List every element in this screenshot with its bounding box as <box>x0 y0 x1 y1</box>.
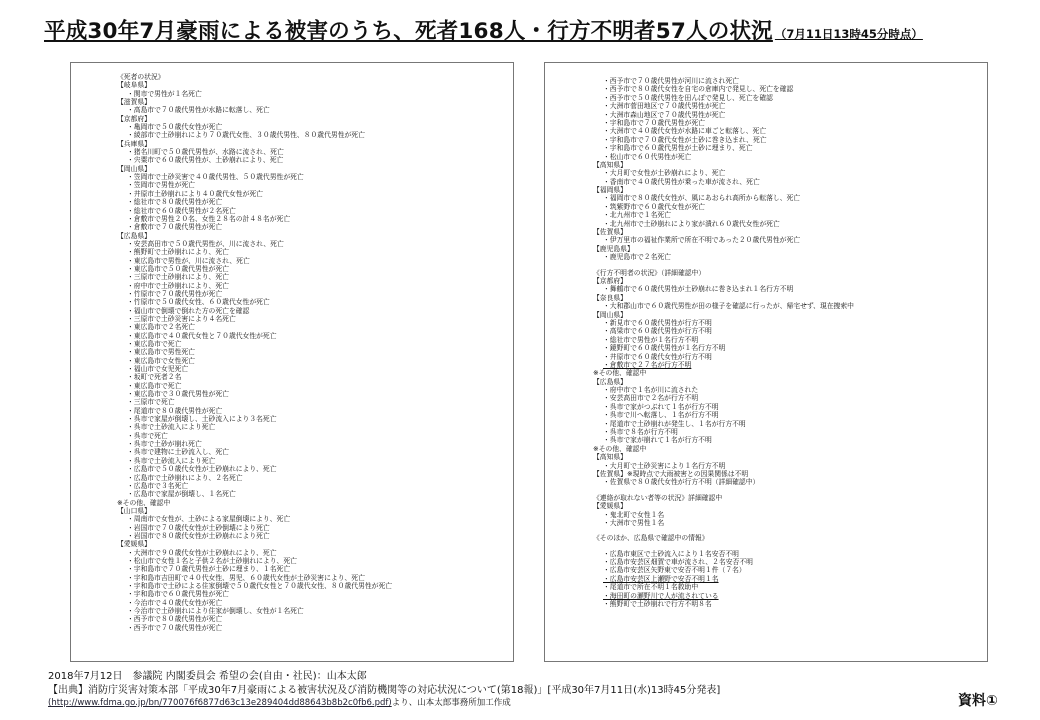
note-line: ※その他、確認中 <box>117 498 171 507</box>
missing-panel <box>544 62 988 662</box>
list-item: ・東広島市で４０歳代女性と７０歳代女性が死亡 <box>127 331 277 340</box>
prefecture-heading-text: 【京都府】 <box>593 277 633 285</box>
spacer <box>593 527 983 534</box>
prefecture-heading-text: 【兵庫県】 <box>117 140 157 148</box>
prefecture-heading-text: 【愛媛県】 <box>117 540 157 548</box>
list-item: ・高島市で７０歳代男性が水路に転落し、死亡 <box>127 106 270 115</box>
list-item: ・大洲市で９０歳代女性が土砂崩れにより、死亡 <box>127 548 277 557</box>
list-item: ・西予市で５０歳代男性を田んぼで発見し、死亡を確認 <box>603 93 773 102</box>
prefecture-heading <box>117 140 507 148</box>
prefecture-heading-text: 【広島県】 <box>593 378 633 386</box>
list-item: ・宇和島市吉田町で４０代女性、男児、６０歳代女性が土砂災害により、死亡 <box>127 573 365 582</box>
list-item: ・鬼北町で女性１名 <box>603 510 665 519</box>
list-item: ・呉市で家が崩れて１名が行方不明 <box>603 436 712 445</box>
list-item: ・井原市で６０歳代女性が行方不明 <box>603 352 712 361</box>
title-main: 平成30年7月豪雨による被害のうち、死者168人・行方不明者57人の状況 <box>44 19 773 44</box>
list-item: ・尾道市で８０歳代男性が死亡 <box>127 406 223 415</box>
list-item: ・今治市で土砂崩れにより住家が倒壊し、女性が１名死亡 <box>127 607 304 615</box>
list-item: ・大洲市菅田地区で７０歳代男性が死亡 <box>603 102 726 111</box>
list-item: ・呉市で建物に土砂流入し、死亡 <box>127 448 229 457</box>
prefecture-heading <box>593 470 983 478</box>
prefecture-heading-text: 【岡山県】 <box>117 165 157 173</box>
list-item: ・呉市で８名が行方不明 <box>603 428 678 437</box>
spacer <box>593 543 983 550</box>
prefecture-heading-text: 【高知県】 <box>593 453 633 461</box>
prefecture-heading <box>117 98 507 106</box>
list-item: ・府中市で土砂崩れにより、死亡 <box>127 281 229 290</box>
prefecture-heading-text: 【奈良県】 <box>593 294 633 302</box>
missing-list <box>593 77 983 608</box>
list-item: ・熊野町で土砂崩れにより、死亡 <box>127 248 229 257</box>
list-item: ・大月町で土砂災害により１名行方不明 <box>603 461 726 470</box>
list-item: ・呉市で川へ転落し、１名が行方不明 <box>603 411 719 420</box>
list-item: ・高梁市で６０歳代男性が行方不明 <box>603 327 712 336</box>
list-item: ・伊万里市の福祉作業所で所在不明であった２０歳代男性が死亡 <box>603 236 801 245</box>
prefecture-heading-text: 【広島県】 <box>117 232 157 240</box>
list-item: ・綾部市で土砂崩れにより７０歳代女性、３０歳代男性、８０歳代男性が死亡 <box>127 131 365 140</box>
deaths-list <box>117 73 507 632</box>
list-item: ・呉市で土砂流入により死亡 <box>127 423 216 432</box>
list-item: ・三原市で土砂崩れにより、死亡 <box>127 273 229 282</box>
list-item: ・総社市で男性が１名行方不明 <box>603 335 699 344</box>
list-item: ・北九州市で１名死亡 <box>603 211 671 220</box>
list-item: ・鹿児島市で２名死亡 <box>603 253 671 262</box>
prefecture-heading <box>117 81 507 89</box>
list-item: ・筑紫野市で６０歳代女性が死亡 <box>603 202 705 211</box>
list-item: ・東広島市で死亡 <box>127 340 182 348</box>
list-item: ・香南市で４０歳代男性が乗った車が流され、死亡 <box>603 177 760 186</box>
list-item: ・宇和島市で７０歳代男性が土砂に埋まり、１名死亡 <box>127 565 291 574</box>
prefecture-heading <box>117 232 507 240</box>
list-item: ・総社市で８０歳代男性が死亡 <box>127 198 223 207</box>
list-item: ・倉敷市で７０歳代男性が死亡 <box>127 223 223 232</box>
list-item: ・大月町で女性が土砂崩れにより、死亡 <box>603 169 726 178</box>
list-item: ・広島市安芸区上瀬野で安否不明１名 <box>603 574 719 583</box>
prefecture-heading-text: 【福岡県】 <box>593 186 633 194</box>
list-item: ・広島市で土砂崩れにより、２名死亡 <box>127 473 243 482</box>
list-item: ・舞鶴市で６０歳代男性が土砂崩れに巻き込まれ１名行方不明 <box>603 285 794 294</box>
list-item: ・新見市で６０歳代男性が行方不明 <box>603 318 712 327</box>
list-item: ・広島市で５０歳代女性が土砂崩れにより、死亡 <box>127 465 277 474</box>
prefecture-heading <box>117 507 507 515</box>
list-item: ・東広島市で５０歳代男性が死亡 <box>127 264 229 273</box>
list-item: ・猪名川町で５０歳代男性が、水路に流され、死亡 <box>127 148 284 157</box>
list-item: ・三原市で死亡 <box>127 398 175 407</box>
list-item: ・西予市で７０歳代男性が死亡 <box>127 623 223 632</box>
list-item: ・笠岡市で男性が死亡 <box>127 181 195 190</box>
list-item: ・安芸高田市で２名が行方不明 <box>603 394 699 403</box>
list-item: ・福山市で女児死亡 <box>127 365 189 374</box>
list-item: ・東広島市で男性が、川に流され、死亡 <box>127 256 250 265</box>
list-item: ・東広島市で２名死亡 <box>127 323 195 332</box>
list-item: ・尾道市で所在不明１名救助中 <box>603 583 699 592</box>
note-line: ※その他、確認中 <box>593 444 647 453</box>
source-url-link[interactable]: (http://www.fdma.go.jp/bn/770076f6877d63c13e289404dd88643b8b2c0fb6.pdf) <box>48 698 392 708</box>
prefecture-heading-text: 【佐賀県】 <box>593 228 633 236</box>
title-timestamp: （7月11日13時45分時点） <box>774 27 923 41</box>
list-item: ・岩国市で８０歳代女性が土砂崩れにより死亡 <box>127 531 270 540</box>
list-item: ・西予市で７０歳代男性が河川に流され死亡 <box>603 77 739 85</box>
list-item: ・西予市で８０歳代女性を自宅の倉庫内で発見し、死亡を確認 <box>603 85 794 94</box>
list-item: ・倉敷市で２７名が行方不明 <box>603 360 692 369</box>
list-item: ・宇和島市で土砂による住家倒壊で５０歳代女性と７０歳代女性、８０歳代男性が死亡 <box>127 581 393 590</box>
list-item: ・広島市で３名死亡 <box>127 481 189 490</box>
list-item: ・宇和島市で６０歳代男性が土砂に埋まり、死亡 <box>603 144 753 153</box>
list-item: ・呉市で家がつぶれて１名が行方不明 <box>603 402 719 411</box>
prefecture-heading-text: 【高知県】 <box>593 161 633 169</box>
footer-credit: より、山本太郎事務所加工作成 <box>391 698 511 708</box>
list-item: ・広島市東区で土砂流入により１名安否不明 <box>603 549 739 558</box>
list-item: ・安芸高田市で５０歳代男性が、川に流され、死亡 <box>127 239 284 248</box>
prefecture-heading <box>593 453 983 461</box>
list-item: ・宇和島市で７０歳代女性が土砂に巻き込まれ、死亡 <box>603 135 767 144</box>
deaths-panel <box>70 62 514 662</box>
list-item: ・大和郡山市で６０歳代男性が田の様子を確認に行ったが、帰宅せず、現在捜索中 <box>603 302 854 311</box>
list-item: ・東広島市で男性死亡 <box>127 348 195 357</box>
list-item: ・佐賀県で８０歳代女性が行方不明（詳細確認中） <box>603 478 760 487</box>
list-item: ・北九州市で土砂崩れにより家が潰れ６０歳代女性が死亡 <box>603 219 780 228</box>
list-item: ・井原市土砂崩れにより４０歳代女性が死亡 <box>127 189 263 198</box>
list-item: ・宇和島市で７０歳代男性が死亡 <box>603 118 705 127</box>
list-item: ・倉敷市で男性２０名、女性２８名の計４８名が死亡 <box>127 214 291 223</box>
list-item: ・坂町で死者２名 <box>127 373 182 382</box>
list-item: ・海田町の瀬野川で人が流されている <box>603 591 719 600</box>
footer-source-line: 【出典】消防庁災害対策本部「平成30年7月豪雨による被害状況及び消防機関等の対応状況について(第18報)」[平成30年7月11日(水)13時45分発表] <box>48 685 721 696</box>
spacer <box>593 487 983 494</box>
prefecture-heading <box>593 245 983 253</box>
list-item: ・呉市で土砂が崩れ死亡 <box>127 440 202 449</box>
list-item: ・関市で男性が１名死亡 <box>127 89 202 98</box>
prefecture-heading <box>117 540 507 548</box>
prefecture-heading <box>117 165 507 173</box>
prefecture-heading <box>117 115 507 123</box>
list-item: ・松山市で６０代男性が死亡 <box>603 152 692 161</box>
list-item: ・竹原市で５０歳代女性、６０歳代女性が死亡 <box>127 298 270 307</box>
reference-label: 資料① <box>958 693 998 709</box>
list-item: ・今治市で４０歳代女性が死亡 <box>127 598 223 607</box>
list-item: ・宇和島市で６０歳代男性が死亡 <box>127 590 229 599</box>
list-item: ・西予市で８０歳代男性が死亡 <box>127 615 223 624</box>
list-item: ・広島市安芸区畑賀で車が流され、２名安否不明 <box>603 558 753 567</box>
prefecture-heading-text: 【山口県】 <box>117 507 157 515</box>
prefecture-heading <box>593 378 983 386</box>
list-item: ・宍粟市で６０歳代男性が、土砂崩れにより、死亡 <box>127 156 284 165</box>
list-item: ・福岡市で８０歳代女性が、風にあおられ高所から転落し、死亡 <box>603 194 801 203</box>
prefecture-heading-text: 【愛媛県】 <box>593 502 633 510</box>
list-item: ・東広島市で女性死亡 <box>127 356 195 365</box>
list-item: ・広島市で家屋が倒壊し、１名死亡 <box>127 490 236 499</box>
list-item: ・呉市で家屋が倒壊し、土砂流入により３名死亡 <box>127 415 277 424</box>
section-heading: 《連絡が取れない者等の状況》詳細確認中 <box>593 493 723 502</box>
list-item: ・松山市で女性１名と子供２名が土砂崩れにより、死亡 <box>127 556 297 565</box>
spacer <box>593 262 983 269</box>
list-item: ・岩国市で７０歳代女性が土砂倒壊により死亡 <box>127 523 270 532</box>
prefecture-heading <box>593 161 983 169</box>
prefecture-heading-text: 【佐賀県】※現時点で大雨被害との因果関係は不明 <box>593 470 754 478</box>
prefecture-heading-text: 【岡山県】 <box>593 311 633 319</box>
list-item: ・呉市で死亡 <box>127 431 168 440</box>
list-item: ・周南市で女性が、土砂による家屋倒壊により、死亡 <box>127 515 291 524</box>
list-item: ・鏡野町で６０歳代男性が１名行方不明 <box>603 344 726 353</box>
prefecture-heading <box>593 502 983 510</box>
list-item: ・大洲市で４０歳代女性が水路に車ごと転落し、死亡 <box>603 127 767 136</box>
section-heading: 《死者の状況》 <box>117 73 165 81</box>
prefecture-heading-text: 【鹿児島県】 <box>593 245 640 253</box>
section-heading: 《そのほか、広島県で確認中の情報》 <box>593 534 709 543</box>
list-item: ・三原市で土砂災害により４名死亡 <box>127 314 236 323</box>
list-item: ・大洲市で男性１名 <box>603 518 665 527</box>
list-item: ・総社市で６０歳代男性が２名死亡 <box>127 206 236 215</box>
list-item: ・東広島市で３０歳代男性が死亡 <box>127 390 229 399</box>
list-item: ・尾道市で土砂崩れが発生し、１名が行方不明 <box>603 419 746 428</box>
list-item: ・呉市で土砂流入により死亡 <box>127 456 216 465</box>
document-title <box>44 14 1034 48</box>
prefecture-heading <box>593 277 983 285</box>
note-line: ※その他、確認中 <box>593 369 647 378</box>
prefecture-heading-text: 【岐阜県】 <box>117 81 157 89</box>
list-item: ・広島市安芸区矢野東で安否不明１件（７名） <box>603 566 746 575</box>
footer-url-line <box>48 696 511 708</box>
list-item: ・熊野町で土砂崩れで行方不明８名 <box>603 600 712 609</box>
prefecture-heading <box>593 294 983 302</box>
prefecture-heading <box>593 228 983 236</box>
footer-date-line: 2018年7月12日 参議院 内閣委員会 希望の会(自由・社民)：山本太郎 <box>48 671 367 682</box>
list-item: ・大洲市森山地区で７０歳代男性が死亡 <box>603 110 726 119</box>
section-heading: 《行方不明者の状況》（詳細確認中） <box>593 268 706 277</box>
list-item: ・福山市で倒壊で倒れた方の死亡を確認 <box>127 306 250 315</box>
list-item: ・府中市で１名が川に流された <box>603 386 699 395</box>
prefecture-heading-text: 【京都府】 <box>117 115 157 123</box>
list-item: ・竹原市で７０歳代男性が死亡 <box>127 289 223 298</box>
list-item: ・東広島市で死亡 <box>127 381 182 390</box>
prefecture-heading-text: 【滋賀県】 <box>117 98 157 106</box>
list-item: ・笠岡市で土砂災害で４０歳代男性、５０歳代男性が死亡 <box>127 173 304 182</box>
prefecture-heading <box>593 186 983 194</box>
prefecture-heading <box>593 311 983 319</box>
list-item: ・亀岡市で５０歳代女性が死亡 <box>127 123 223 132</box>
